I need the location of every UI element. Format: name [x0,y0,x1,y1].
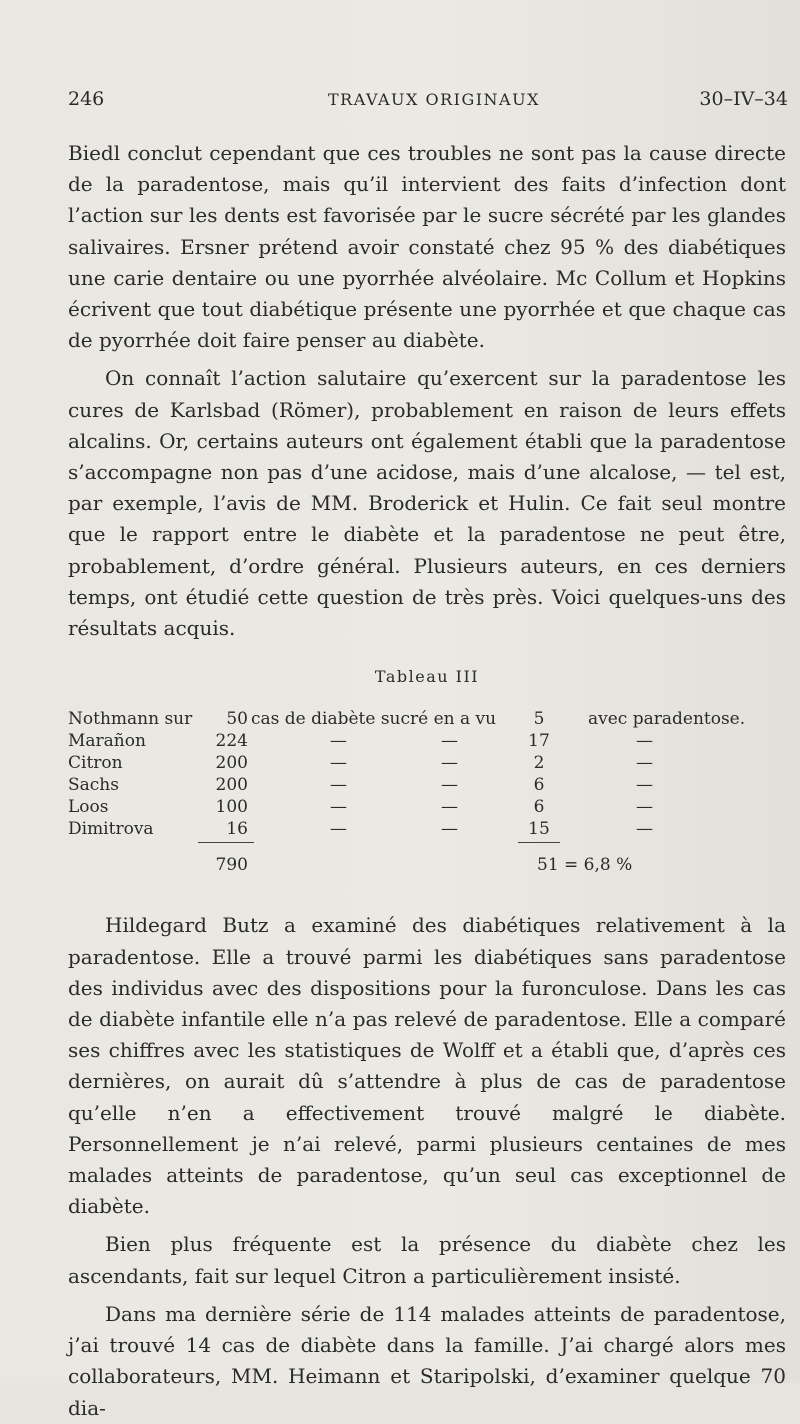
author-cell: Nothmann sur [68,709,193,730]
author-cell: Sachs [68,775,119,796]
count-cell: 16 [226,819,248,840]
ditto-mark: — [441,775,458,796]
ditto-mark: — [330,753,347,774]
ditto-mark: — [636,797,653,818]
total-row [68,850,786,874]
count-cell: 200 [215,753,248,774]
table-row [68,704,786,730]
ditto-mark: — [330,731,347,752]
page-number: 246 [68,88,105,110]
table-row [68,814,786,840]
ditto-mark: — [636,731,653,752]
count-cell: 224 [215,731,248,752]
author-cell: Marañon [68,731,146,752]
table-title: Tableau III [374,667,480,687]
paragraph: Hildegard Butz a examiné des diabétiques relativement à la paradentose. Elle a trouvé parmi les diabétiques sans paradentose des individus avec des dispositions pour la furonculose. Dans les cas de diabète infantile elle n’a pas relevé de paradentose. Elle a comparé ses chiffres avec les statistiques de Wolff et a établi que, d’après ces dernières, on aurait dû s’attendre à plus de cas de paradentose qu’elle n’en a effectivement trouvé malgré le diabète. Personnellement je n’ai relevé, parmi plusieurs centaines de mes malades atteints de paradentose, qu’un seul cas exceptionnel de diabète. [68,913,786,1219]
statistics-table [68,661,786,874]
table-row [68,726,786,752]
author-cell: Loos [68,797,109,818]
ditto-mark: — [441,797,458,818]
ditto-mark: — [441,753,458,774]
result-cell: 6 [533,775,545,796]
author-cell: Citron [68,753,123,774]
paragraph: On connaît l’action salutaire qu’exercent sur la paradentose les cures de Karlsbad (Römer), probablement en raison de leurs effets alcalins. Or, certains auteurs ont également établi que la paradentose s’accompagne non pas d’une acidose, mais d’une alcalose, — tel est, par exemple, l’avis de MM. Broderick et Hulin. Ce fait seul montre que le rapport entre le diabète et la paradentose ne peut être, probablement, d’ordre général. Plusieurs auteurs, en ces derniers temps, ont étudié cette question de très près. Voici quelques-uns des résultats acquis. [68,366,786,641]
total-result: 51 = 6,8 % [537,855,633,876]
ditto-mark: — [330,775,347,796]
sum-rule-result [518,842,560,843]
result-cell: 17 [528,731,550,752]
page-header [68,88,788,116]
count-cell: 50 [226,709,248,730]
suffix-cell: avec paradentose. [588,709,746,730]
ditto-mark: — [441,731,458,752]
table-row [68,770,786,796]
ditto-mark: — [330,819,347,840]
running-title: TRAVAUX ORIGINAUX [328,90,540,109]
total-count: 790 [215,855,248,876]
ditto-mark: — [636,753,653,774]
result-cell: 15 [528,819,550,840]
sum-rule [68,836,786,850]
result-cell: 2 [533,753,545,774]
paragraph: Dans ma dernière série de 114 malades atteints de paradentose, j’ai trouvé 14 cas de diabète dans la famille. J’ai chargé alors mes collaborateurs, MM. Heimann et Staripolski, d’examiner quelque 70 dia- [68,1301,786,1420]
paragraph: Biedl conclut cependant que ces troubles ne sont pas la cause directe de la paradentose, mais qu’il intervient des faits d’infection dont l’action sur les dents est favorisée par le sucre sécrété par les glandes salivaires. Ersner prétend avoir constaté chez 95 % des diabétiques une carie dentaire ou une pyorrhée alvéolaire. Mc Collum et Hopkins écrivent que tout diabétique présente une pyorrhée et que chaque cas de pyorrhée doit faire penser au diabète. [68,141,786,353]
table-row [68,792,786,818]
paragraph: Bien plus fréquente est la présence du diabète chez les ascendants, fait sur lequel Citron a particulièrement insisté. [68,1232,786,1288]
count-cell: 100 [215,797,248,818]
result-cell: 5 [533,709,545,730]
ditto-mark: — [441,819,458,840]
page-body [68,138,786,1424]
count-cell: 200 [215,775,248,796]
author-cell: Dimitrova [68,819,154,840]
result-cell: 6 [533,797,545,818]
issue-date: 30–IV–34 [699,88,788,110]
ditto-mark: — [636,819,653,840]
ditto-mark: — [330,797,347,818]
description-cell: cas de diabète sucré en a vu [251,709,497,730]
sum-rule-count [198,842,254,843]
ditto-mark: — [636,775,653,796]
table-row [68,748,786,774]
